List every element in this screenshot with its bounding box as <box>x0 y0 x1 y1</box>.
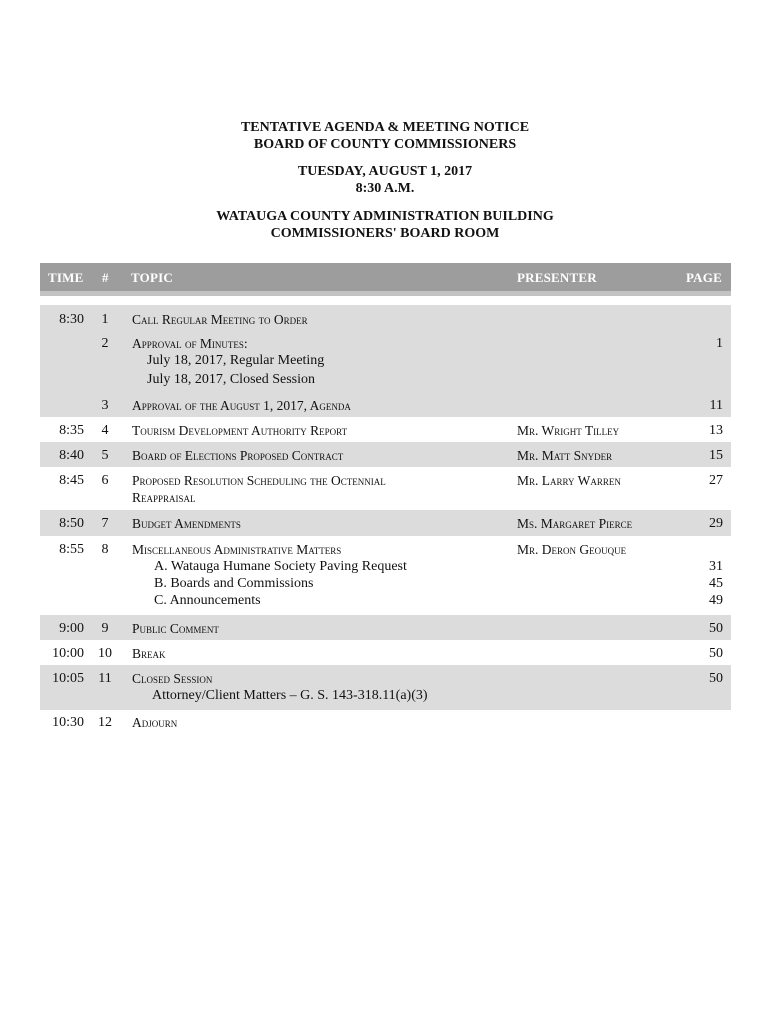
column-header-time: TIME <box>48 270 84 285</box>
row-time: 9:00 <box>59 621 84 636</box>
row-page: 27 <box>709 473 723 488</box>
row-time: 8:35 <box>59 423 84 438</box>
row-time: 10:05 <box>52 671 84 686</box>
row-presenter: Mr. Deron Geouque <box>517 542 627 557</box>
row-page: 50 <box>709 646 723 661</box>
meeting-location: WATAUGA COUNTY ADMINISTRATION BUILDING <box>216 209 554 224</box>
table-row <box>40 305 731 330</box>
row-subitem: Attorney/Client Matters – G. S. 143-318.11(a)(3) <box>152 688 428 703</box>
row-subitem: B. Boards and Commissions <box>154 576 314 591</box>
row-topic: Tourism Development Authority Report <box>132 423 348 438</box>
row-topic: Break <box>132 646 166 661</box>
row-number: 11 <box>98 671 112 686</box>
row-page: 13 <box>709 423 723 438</box>
row-number: 12 <box>98 715 112 730</box>
row-topic: Budget Amendments <box>132 516 241 531</box>
row-topic: Closed Session <box>132 671 213 686</box>
table-row <box>40 510 731 536</box>
row-page: 15 <box>709 448 723 463</box>
row-topic: Approval of Minutes: <box>132 336 248 351</box>
board-name: BOARD OF COUNTY COMMISSIONERS <box>253 137 517 152</box>
row-number: 6 <box>101 473 109 488</box>
row-subitem: A. Watauga Humane Society Paving Request <box>154 559 407 574</box>
row-number: 3 <box>101 398 109 413</box>
row-topic: Proposed Resolution Scheduling the Octennial <box>132 473 386 488</box>
row-subitem: July 18, 2017, Closed Session <box>147 372 316 387</box>
row-subpage: 45 <box>709 576 723 591</box>
row-time: 8:30 <box>59 312 84 327</box>
agenda-title: TENTATIVE AGENDA & MEETING NOTICE <box>240 120 530 135</box>
row-number: 8 <box>101 542 109 557</box>
row-number: 4 <box>101 423 109 438</box>
row-time: 10:30 <box>52 715 84 730</box>
row-time: 8:55 <box>59 542 84 557</box>
row-number: 2 <box>101 336 109 351</box>
table-row <box>40 640 731 665</box>
row-presenter: Mr. Wright Tilley <box>517 423 620 438</box>
row-time: 8:45 <box>59 473 84 488</box>
row-topic: Miscellaneous Administrative Matters <box>132 542 342 557</box>
table-row <box>40 417 731 442</box>
table-row <box>40 615 731 640</box>
row-page: 50 <box>709 621 723 636</box>
row-topic: Approval of the August 1, 2017, Agenda <box>132 398 351 413</box>
row-subitem: July 18, 2017, Regular Meeting <box>147 353 325 368</box>
meeting-time: 8:30 A.M. <box>355 181 415 196</box>
table-row <box>40 710 731 735</box>
row-subpage: 31 <box>709 559 723 574</box>
row-time: 10:00 <box>52 646 84 661</box>
row-topic: Adjourn <box>132 715 178 730</box>
table-row <box>40 467 731 510</box>
row-subpage: 49 <box>709 593 723 608</box>
row-number: 9 <box>101 621 109 636</box>
row-presenter: Mr. Larry Warren <box>517 473 621 488</box>
row-topic-continued: Reappraisal <box>132 490 196 505</box>
row-presenter: Mr. Matt Snyder <box>517 448 613 463</box>
table-row <box>40 665 731 710</box>
row-number: 7 <box>101 516 109 531</box>
row-page: 1 <box>716 336 723 351</box>
table-row <box>40 392 731 417</box>
row-number: 5 <box>101 448 109 463</box>
row-topic: Board of Elections Proposed Contract <box>132 448 344 463</box>
table-row <box>40 536 731 615</box>
column-header-number: # <box>102 270 109 285</box>
column-header-presenter: PRESENTER <box>517 270 597 285</box>
row-time: 8:50 <box>59 516 84 531</box>
row-topic: Public Comment <box>132 621 219 636</box>
row-presenter: Ms. Margaret Pierce <box>517 516 633 531</box>
table-row <box>40 330 731 392</box>
row-subitem: C. Announcements <box>154 593 261 608</box>
meeting-room: COMMISSIONERS' BOARD ROOM <box>270 226 500 241</box>
row-number: 10 <box>98 646 112 661</box>
column-header-page: PAGE <box>686 270 722 285</box>
row-time: 8:40 <box>59 448 84 463</box>
row-topic: Call Regular Meeting to Order <box>132 312 308 327</box>
row-page: 29 <box>709 516 723 531</box>
row-page: 11 <box>709 398 723 413</box>
row-page: 50 <box>709 671 723 686</box>
meeting-date: TUESDAY, AUGUST 1, 2017 <box>297 164 473 179</box>
row-number: 1 <box>101 312 109 327</box>
column-header-topic: TOPIC <box>131 270 173 285</box>
table-row <box>40 442 731 467</box>
